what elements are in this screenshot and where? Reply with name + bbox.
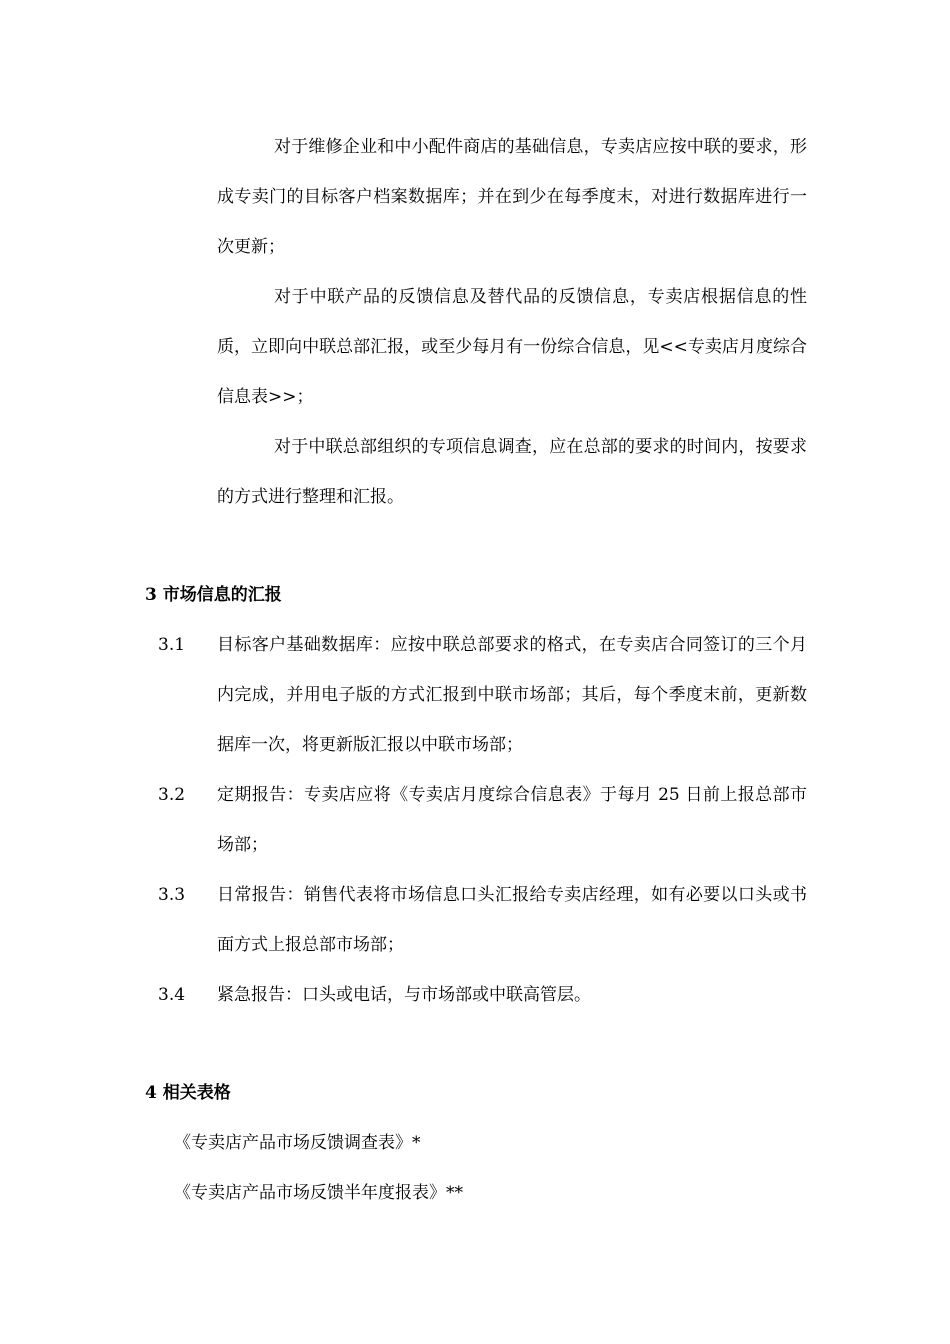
intro-paragraph-2: 对于中联产品的反馈信息及替代品的反馈信息，专卖店根据信息的性质，立即向中联总部汇报，或至少每月有一份综合信息，见<<专卖店月度综合信息表>>； <box>217 287 807 407</box>
intro-paragraph-3: 对于中联总部组织的专项信息调查，应在总部的要求的时间内，按要求的方式进行整理和汇报。 <box>217 437 807 507</box>
section-4-heading: 4 相关表格 <box>145 1083 231 1103</box>
item-number-3-2: 3.2 <box>158 785 186 805</box>
item-text-3-1: 目标客户基础数据库：应按中联总部要求的格式，在专卖店合同签订的三个月内完成，并用电子版的方式汇报到中联市场部；其后，每个季度末前，更新数据库一次，将更新版汇报以中联市场部； <box>217 635 807 755</box>
section-3-heading: 3 市场信息的汇报 <box>145 585 282 605</box>
item-text-3-4: 紧急报告：口头或电话，与市场部或中联高管层。 <box>217 985 591 1005</box>
form-title-2: 《专卖店产品市场反馈半年度报表》** <box>174 1183 463 1203</box>
form-title-1: 《专卖店产品市场反馈调查表》* <box>174 1133 421 1153</box>
intro-paragraph-1: 对于维修企业和中小配件商店的基础信息，专卖店应按中联的要求，形成专卖门的目标客户档案数据库；并在到少在每季度末，对进行数据库进行一次更新； <box>217 137 807 257</box>
item-number-3-1: 3.1 <box>158 635 186 655</box>
item-text-3-3: 日常报告：销售代表将市场信息口头汇报给专卖店经理，如有必要以口头或书面方式上报总部市场部； <box>217 885 807 955</box>
item-number-3-4: 3.4 <box>158 985 186 1005</box>
item-text-3-2: 定期报告：专卖店应将《专卖店月度综合信息表》于每月 25 日前上报总部市场部； <box>217 785 807 855</box>
item-number-3-3: 3.3 <box>158 885 186 905</box>
